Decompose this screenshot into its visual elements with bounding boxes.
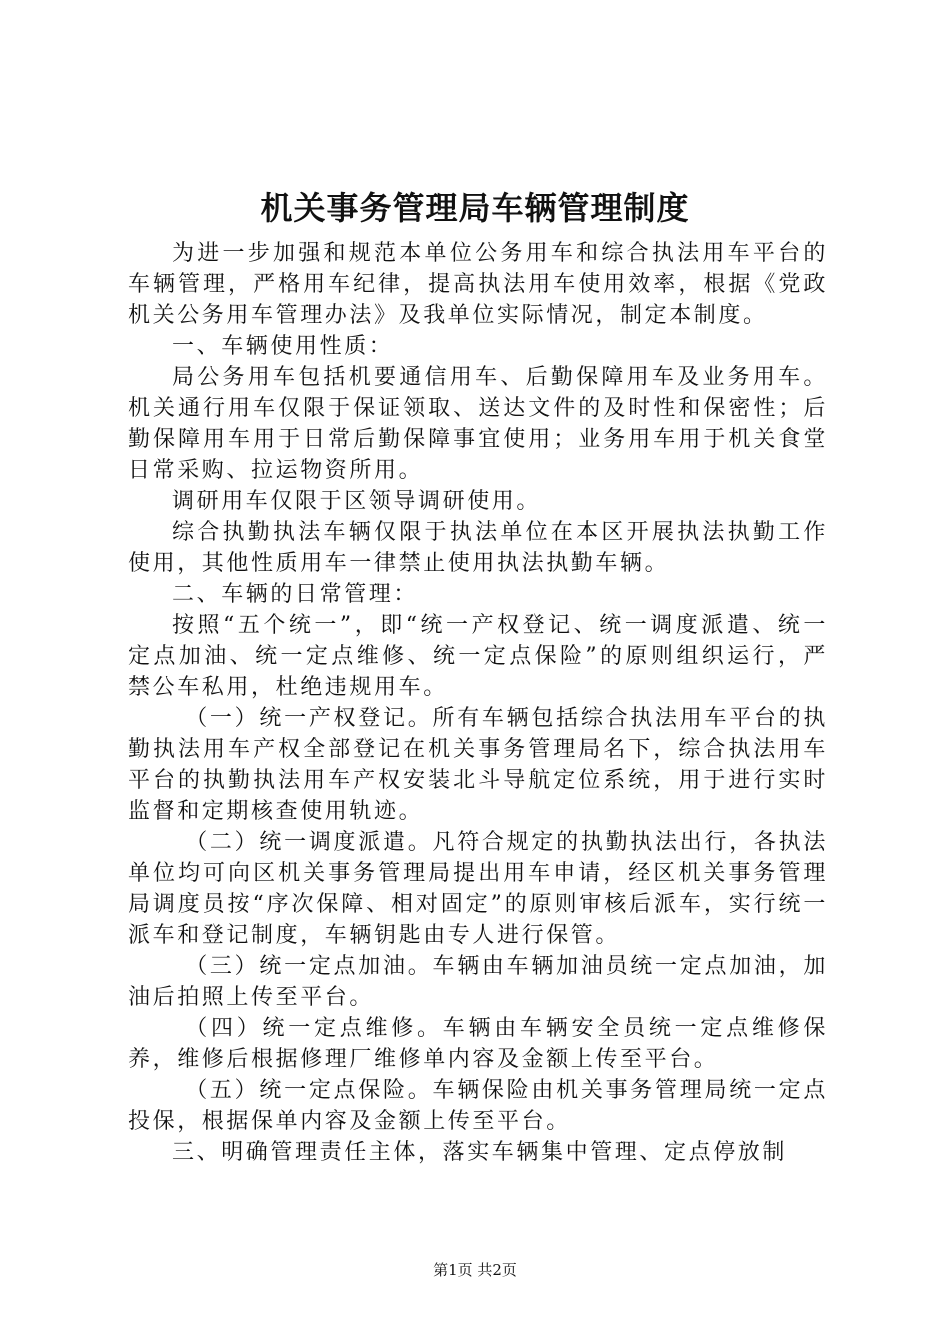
- paragraph-enforcement-vehicles: 综合执勤执法车辆仅限于执法单位在本区开展执法执勤工作使用，其他性质用车一律禁止使用执法执勤车辆。: [128, 520, 828, 576]
- paragraph-research-vehicles: 调研用车仅限于区领导调研使用。: [172, 489, 542, 514]
- document-body: [128, 238, 828, 1168]
- paragraph-item-3: （三）统一定点加油。车辆由车辆加油员统一定点加油，加油后拍照上传至平台。: [128, 954, 828, 1010]
- section-heading-1: 一、车辆使用性质：: [172, 334, 394, 359]
- paragraph-five-unified: 按照“五个统一”，即“统一产权登记、统一调度派遣、统一定点加油、统一定点维修、统一定点保险”的原则组织运行，严禁公车私用，杜绝违规用车。: [128, 613, 828, 700]
- paragraph-item-1: （一）统一产权登记。所有车辆包括综合执法用车平台的执勤执法用车产权全部登记在机关事务管理局名下，综合执法用车平台的执勤执法用车产权安装北斗导航定位系统，用于进行实时监督和定期核查使用轨迹。: [128, 706, 828, 824]
- paragraph-item-4: （四）统一定点维修。车辆由车辆安全员统一定点维修保养，维修后根据修理厂维修单内容及金额上传至平台。: [128, 1016, 828, 1072]
- section-heading-3: 三、明确管理责任主体，落实车辆集中管理、定点停放制: [172, 1140, 788, 1165]
- paragraph-intro: 为进一步加强和规范本单位公务用车和综合执法用车平台的车辆管理，严格用车纪律，提高执法用车使用效率，根据《党政机关公务用车管理办法》及我单位实际情况，制定本制度。: [128, 241, 828, 328]
- section-heading-2: 二、车辆的日常管理：: [172, 582, 419, 607]
- page-footer: 第1页 共2页: [433, 1261, 517, 1279]
- paragraph-item-2: （二）统一调度派遣。凡符合规定的执勤执法出行，各执法单位均可向区机关事务管理局提出用车申请，经区机关事务管理局调度员按“序次保障、相对固定”的原则审核后派车，实行统一派车和登记制度，车辆钥匙由专人进行保管。: [128, 830, 828, 948]
- paragraph-item-5: （五）统一定点保险。车辆保险由机关事务管理局统一定点投保，根据保单内容及金额上传至平台。: [128, 1078, 828, 1134]
- document-title: 机关事务管理局车辆管理制度: [260, 189, 690, 227]
- paragraph-vehicle-types: 局公务用车包括机要通信用车、后勤保障用车及业务用车。机关通行用车仅限于保证领取、送达文件的及时性和保密性；后勤保障用车用于日常后勤保障事宜使用；业务用车用于机关食堂日常采购、拉运物资所用。: [128, 365, 828, 483]
